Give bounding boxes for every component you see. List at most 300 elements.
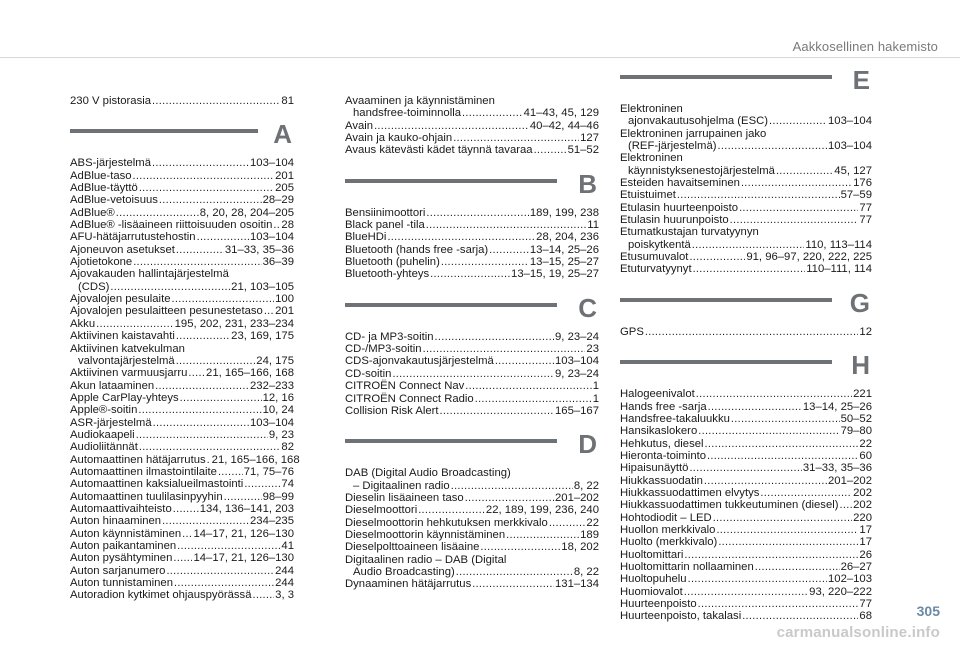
entry-term: Aktiivinen varmuusjarru [70, 367, 188, 380]
dot-leader [713, 512, 852, 524]
index-entry [620, 202, 872, 214]
section-letter-divider [345, 292, 599, 327]
dot-leader [451, 480, 573, 492]
entry-pages: 103–104 [250, 231, 294, 244]
entry-pages: 98–99 [262, 490, 294, 503]
entry-pages: 8, 22 [573, 565, 599, 578]
dot-leader [692, 239, 805, 251]
entry-pages: 26 [859, 548, 872, 561]
dot-leader [689, 251, 745, 263]
entry-term: Collision Risk Alert [345, 404, 439, 417]
dot-leader [153, 417, 249, 429]
entry-pages: 17 [859, 523, 872, 536]
entry-pages: 201–202 [555, 491, 599, 504]
dot-leader [182, 528, 192, 540]
dot-leader [472, 578, 554, 590]
entry-pages: 68 [859, 610, 872, 623]
entry-pages: 103–104 [250, 157, 294, 170]
section-letter-divider [620, 67, 872, 99]
index-entry [345, 268, 599, 280]
index-entry [70, 182, 294, 194]
index-entry [620, 413, 872, 425]
dot-leader [116, 207, 199, 219]
section-letter: G [849, 287, 870, 318]
index-entry [345, 368, 599, 380]
entry-term: Auton pysähtyminen [70, 552, 173, 565]
entry-pages: 9, 23–24 [555, 330, 599, 343]
index-entry [70, 565, 294, 577]
entry-pages: 10, 24 [262, 404, 294, 417]
dot-leader [423, 343, 586, 355]
section-letter: B [578, 168, 597, 199]
index-entry [345, 541, 599, 553]
dot-leader [769, 115, 827, 127]
entry-pages: 201 [275, 305, 294, 318]
entry-term: Huolto (merkkivalo) [620, 536, 718, 549]
entry-term: CITROËN Connect Radio [345, 392, 474, 405]
index-entry [345, 405, 599, 417]
index-entry [70, 244, 294, 256]
index-entry [70, 503, 294, 515]
dot-leader [176, 244, 224, 256]
entry-pages: 45, 127 [834, 164, 872, 177]
entry-pages: 195, 202, 231, 233–234 [174, 317, 294, 330]
index-entry [620, 251, 872, 263]
entry-pages: 17 [859, 536, 872, 549]
entry-term: käynnistyksenestojärjestelmä [628, 164, 775, 177]
entry-term: Hehkutus, diesel [620, 437, 704, 450]
entry-term: Apple CarPlay-yhteys [70, 391, 179, 404]
dot-leader [698, 425, 839, 437]
dot-leader [176, 330, 230, 342]
index-entry [620, 177, 872, 189]
entry-term: Etulasin huurteenpoisto [620, 201, 739, 214]
divider-bar [345, 439, 557, 443]
entry-term: Avain [345, 119, 374, 132]
index-entry [345, 492, 599, 504]
entry-term: Automaattinen kaksialueilmastointi [70, 478, 244, 491]
dot-leader [453, 132, 579, 144]
page-header [0, 0, 960, 58]
entry-term: Audioliitännät [70, 441, 138, 454]
dot-leader [441, 256, 529, 268]
index-entry [620, 214, 872, 226]
index-entry [345, 355, 599, 367]
entry-pages: 31–33, 35–36 [224, 243, 294, 256]
entry-term: CDS-ajonvakautusjärjestelmä [345, 355, 494, 368]
index-entry [620, 450, 872, 462]
entry-term: Auton sarjanumero [70, 564, 166, 577]
entry-term: Audiokaapeli [70, 428, 135, 441]
entry-pages: 93, 220–222 [809, 585, 872, 598]
entry-term: Black panel -tila [345, 219, 425, 232]
dot-leader [218, 466, 243, 478]
dot-leader [718, 140, 828, 152]
watermark: carmanualsonline.info [776, 624, 940, 641]
index-entry [620, 598, 872, 610]
dot-leader [426, 207, 529, 219]
section-letter-divider [620, 287, 872, 322]
dot-leader [549, 517, 586, 529]
page-number: 305 [916, 603, 940, 619]
index-entry [620, 475, 872, 487]
index-entry-lead: Digitaalinen radio – DAB (Digital [345, 553, 507, 566]
entry-term: Dynaaminen hätäjarrutus [345, 578, 472, 591]
index-entry-lead: Avaaminen ja käynnistäminen [345, 95, 495, 107]
entry-pages: 14–17, 21, 126–130 [193, 552, 294, 565]
entry-term: Hands free -sarja [620, 400, 707, 413]
dot-leader [138, 404, 261, 416]
entry-pages: 28, 204, 236 [536, 231, 599, 244]
entry-pages: 13–15, 25–27 [529, 256, 599, 269]
index-entry [345, 504, 599, 516]
dot-leader [760, 487, 852, 499]
dot-leader [718, 536, 858, 548]
entry-pages: 103–104 [828, 140, 872, 153]
dot-leader [273, 219, 280, 231]
entry-pages: 18, 202 [561, 541, 599, 554]
entry-pages: 103–104 [250, 416, 294, 429]
entry-pages: 12, 16 [262, 391, 294, 404]
entry-pages: 77 [859, 201, 872, 214]
dot-leader [755, 561, 840, 573]
entry-term: Hipaisunäyttö [620, 462, 689, 475]
entry-term: Automaattinen tuulilasinpyyhin [70, 490, 223, 503]
index-entry [70, 429, 294, 441]
entry-pages: 244 [275, 577, 294, 590]
dot-leader [689, 462, 801, 474]
entry-pages: 11 [587, 219, 599, 232]
entry-term: Hieronta-toiminto [620, 449, 707, 462]
entry-pages: 234–235 [250, 515, 294, 528]
dot-leader [716, 524, 858, 536]
dot-leader [696, 388, 852, 400]
index-entry [70, 417, 294, 429]
dot-leader [534, 144, 567, 156]
divider-bar [620, 298, 832, 302]
entry-term: Bluetooth-yhteys [345, 268, 430, 281]
index-entry [620, 239, 872, 251]
entry-term: Autoradion kytkimet ohjauspyörässä [70, 589, 252, 602]
dot-leader [430, 268, 510, 280]
index-entry [620, 512, 872, 524]
index-entry [345, 231, 599, 243]
entry-pages: 28 [281, 219, 294, 232]
section-letter: E [852, 65, 870, 95]
index-entry [620, 115, 872, 127]
index-entry [70, 491, 294, 503]
index-entry [70, 478, 294, 490]
dot-leader [776, 165, 833, 177]
entry-term: AdBlue® [70, 206, 115, 219]
section-letter-divider [345, 168, 599, 203]
dot-leader [173, 552, 192, 564]
dot-leader [705, 438, 859, 450]
index-entry [70, 552, 294, 564]
dot-leader [110, 281, 230, 293]
entry-pages: 176 [853, 177, 872, 190]
index-entry [345, 480, 599, 492]
entry-term: Hohtodiodit – LED [620, 511, 712, 524]
index-entry [70, 540, 294, 552]
section-letter-divider [345, 431, 599, 463]
index-entry [345, 529, 599, 541]
index-entry [345, 517, 599, 529]
entry-pages: 3, 3 [275, 589, 294, 602]
entry-pages: 22 [859, 437, 872, 450]
index-entry-lead: Ajovakauden hallintajärjestelmä [70, 268, 229, 281]
index-entry [620, 263, 872, 275]
entry-term: Bluetooth (hands free -sarja) [345, 243, 489, 256]
entry-pages: 131–134 [555, 578, 599, 591]
dot-leader [96, 318, 174, 330]
entry-pages: 31–33, 35–36 [802, 462, 872, 475]
index-entry [70, 355, 294, 367]
entry-term: Etuturvatyynyt [620, 263, 692, 276]
index-entry [620, 165, 872, 177]
dot-leader [739, 202, 858, 214]
dot-leader [465, 492, 554, 504]
index-entry [70, 528, 294, 540]
index-entry [70, 441, 294, 453]
entry-pages: 71, 75–76 [243, 465, 294, 478]
entry-term: Avaus kätevästi kädet täynnä tavaraa [345, 144, 533, 157]
entry-pages: 57–59 [840, 189, 872, 202]
dot-leader [133, 256, 261, 268]
index-entry [70, 392, 294, 404]
entry-term: AdBlue-täyttö [70, 182, 138, 195]
index-entry [620, 425, 872, 437]
entry-pages: 102–103 [828, 573, 872, 586]
dot-leader [480, 541, 560, 553]
entry-term: valvontajärjestelmä [78, 354, 175, 367]
dot-leader [840, 499, 853, 511]
entry-term: Hiukkassuodattimen elvytys [620, 486, 760, 499]
divider-bar [345, 303, 557, 307]
entry-term: CD- ja MP3-soitin [345, 330, 434, 343]
entry-term: Halogeenivalot [620, 388, 695, 401]
entry-term: AdBlue® -lisäaineen riittoisuuden osoitin [70, 219, 273, 232]
index-entry [70, 170, 294, 182]
dot-leader [177, 540, 280, 552]
entry-term: Huurteenpoisto, takalasi [620, 610, 742, 623]
index-entry-lead: DAB (Digital Audio Broadcasting) [345, 467, 511, 480]
dot-leader [139, 182, 274, 194]
dot-leader [176, 355, 256, 367]
entry-term: 230 V pistorasia [70, 95, 152, 107]
index-entry [70, 207, 294, 219]
dot-leader [244, 478, 280, 490]
dot-leader [224, 491, 262, 503]
entry-pages: 21, 165–166, 168 [211, 453, 300, 466]
index-entry [70, 404, 294, 416]
entry-term: Dieselmoottorin hehkutuksen merkkivalo [345, 516, 548, 529]
index-entry [70, 281, 294, 293]
entry-term: poiskytkentä [628, 238, 691, 251]
dot-leader [252, 589, 274, 601]
index-entry-lead: Etumatkustajan turvatyynyn [620, 226, 759, 239]
dot-leader [489, 244, 529, 256]
entry-term: Hansikaslokero [620, 425, 698, 438]
entry-pages: 201–202 [828, 474, 872, 487]
dot-leader [495, 355, 554, 367]
index-entry [345, 256, 599, 268]
index-entry [70, 305, 294, 317]
dot-leader [741, 177, 852, 189]
dot-leader [742, 610, 858, 622]
divider-bar [345, 179, 557, 183]
dot-leader [708, 401, 802, 413]
entry-pages: 202 [853, 486, 872, 499]
entry-term: Auton käynnistäminen [70, 527, 182, 540]
dot-leader [374, 120, 529, 132]
index-entry [620, 524, 872, 536]
index-entry [620, 140, 872, 152]
entry-term: ASR-järjestelmä [70, 416, 152, 429]
index-entry [620, 462, 872, 474]
dot-leader [684, 586, 808, 598]
index-entry [70, 194, 294, 206]
entry-pages: 244 [275, 564, 294, 577]
entry-pages: 103–104 [555, 355, 599, 368]
section-letter-divider [620, 352, 872, 384]
index-entry [620, 499, 872, 511]
entry-term: Hiukkassuodattimen tukkeutuminen (diesel) [620, 499, 839, 512]
entry-pages: 51–52 [567, 144, 599, 157]
entry-term: Huurteenpoisto [620, 598, 697, 610]
dot-leader [166, 565, 274, 577]
index-entry [70, 515, 294, 527]
entry-pages: 91, 96–97, 220, 222, 225 [746, 251, 872, 264]
dot-leader [688, 573, 827, 585]
dot-leader [475, 393, 592, 405]
entry-term: Etuistuimet [620, 189, 676, 202]
entry-pages: 205 [275, 182, 294, 195]
index-entry [345, 380, 599, 392]
entry-pages: 189, 199, 238 [529, 206, 599, 219]
index-entry [70, 219, 294, 231]
index-entry [70, 380, 294, 392]
dot-leader [731, 413, 840, 425]
index-entry [345, 144, 599, 156]
entry-term: GPS [620, 325, 644, 338]
entry-term: Dieselmoottori [345, 504, 418, 517]
dot-leader [693, 263, 806, 275]
entry-pages: 103–104 [828, 115, 872, 128]
entry-term: AFU-hätäjarrutustehostin [70, 231, 196, 244]
index-entry [620, 549, 872, 561]
index-entry [70, 318, 294, 330]
index-entry [70, 367, 294, 379]
index-entry [70, 95, 294, 107]
entry-term: Huollon merkkivalo [620, 523, 716, 536]
dot-leader [435, 331, 555, 343]
section-letter: H [851, 350, 870, 381]
entry-pages: 13–15, 19, 25–27 [511, 268, 599, 281]
entry-pages: 202 [853, 499, 872, 512]
entry-pages: 9, 23–24 [555, 367, 599, 380]
entry-pages: 23 [586, 343, 599, 356]
entry-term: Auton paikantaminen [70, 540, 177, 552]
entry-term: Auton hinaaminen [70, 515, 162, 528]
section-letter: D [578, 429, 597, 460]
entry-pages: 110–111, 114 [806, 263, 872, 276]
index-entry [345, 219, 599, 231]
entry-term: Dieselpolttoaineen lisäaine [345, 541, 480, 554]
entry-term: – Digitaalinen radio [353, 479, 450, 492]
entry-pages: 134, 136–141, 203 [199, 502, 294, 515]
index-entry [70, 589, 294, 601]
entry-pages: 201 [275, 169, 294, 182]
index-entry [70, 453, 300, 466]
entry-term: Ajotietokone [70, 256, 133, 269]
entry-pages: 12 [859, 325, 872, 338]
dot-leader [155, 380, 249, 392]
entry-term: ABS-järjestelmä [70, 157, 151, 170]
index-entry [70, 577, 294, 589]
dot-leader [465, 380, 591, 392]
entry-pages: 1 [592, 380, 599, 393]
entry-pages: 79–80 [840, 425, 872, 438]
index-entry [345, 331, 599, 343]
dot-leader [162, 515, 249, 527]
entry-term: Ajovalojen pesulaite [70, 293, 171, 306]
entry-term: Akun lataaminen [70, 379, 155, 392]
dot-leader [392, 368, 554, 380]
index-entry [620, 326, 872, 338]
entry-pages: 24, 175 [256, 354, 294, 367]
index-entry [345, 244, 599, 256]
index-entry [620, 561, 872, 573]
dot-leader [197, 231, 249, 243]
index-entry [620, 536, 872, 548]
dot-leader [139, 441, 281, 453]
entry-pages: 21, 103–105 [231, 280, 294, 293]
dot-leader [645, 326, 859, 338]
entry-term: Aktiivinen kaistavahti [70, 330, 175, 343]
entry-pages: 60 [859, 449, 872, 462]
entry-term: ajonvakautusohjelma (ESC) [628, 115, 769, 128]
section-letter: C [578, 292, 597, 323]
index-entry [345, 578, 599, 590]
dot-leader [440, 405, 554, 417]
entry-pages: 77 [859, 214, 872, 227]
divider-bar [620, 75, 832, 79]
entry-pages: 28–29 [262, 194, 294, 207]
entry-pages: 232–233 [250, 379, 294, 392]
entry-pages: 50–52 [840, 412, 872, 425]
entry-term: Etulasin huurunpoisto [620, 214, 729, 227]
dot-leader [387, 231, 535, 243]
entry-term: Dieselmoottorin käynnistäminen [345, 528, 506, 541]
dot-leader [264, 305, 274, 317]
index-entry [345, 132, 599, 144]
index-entry [620, 487, 872, 499]
entry-pages: 23, 169, 175 [231, 330, 294, 343]
entry-pages: 22 [586, 516, 599, 529]
entry-term: handsfree-toiminnolla [353, 107, 462, 120]
entry-term: Etusumuvalot [620, 251, 689, 264]
divider-bar [70, 129, 258, 133]
entry-term: Huoltomittari [620, 548, 684, 561]
section-letter: A [273, 119, 292, 150]
index-entry [345, 393, 599, 405]
entry-term: Auton tunnistaminen [70, 577, 173, 590]
index-entry [620, 610, 872, 622]
index-entry [345, 566, 599, 578]
entry-term: Automaattinen hätäjarrutus [70, 453, 206, 466]
entry-term: AdBlue-taso [70, 169, 132, 182]
